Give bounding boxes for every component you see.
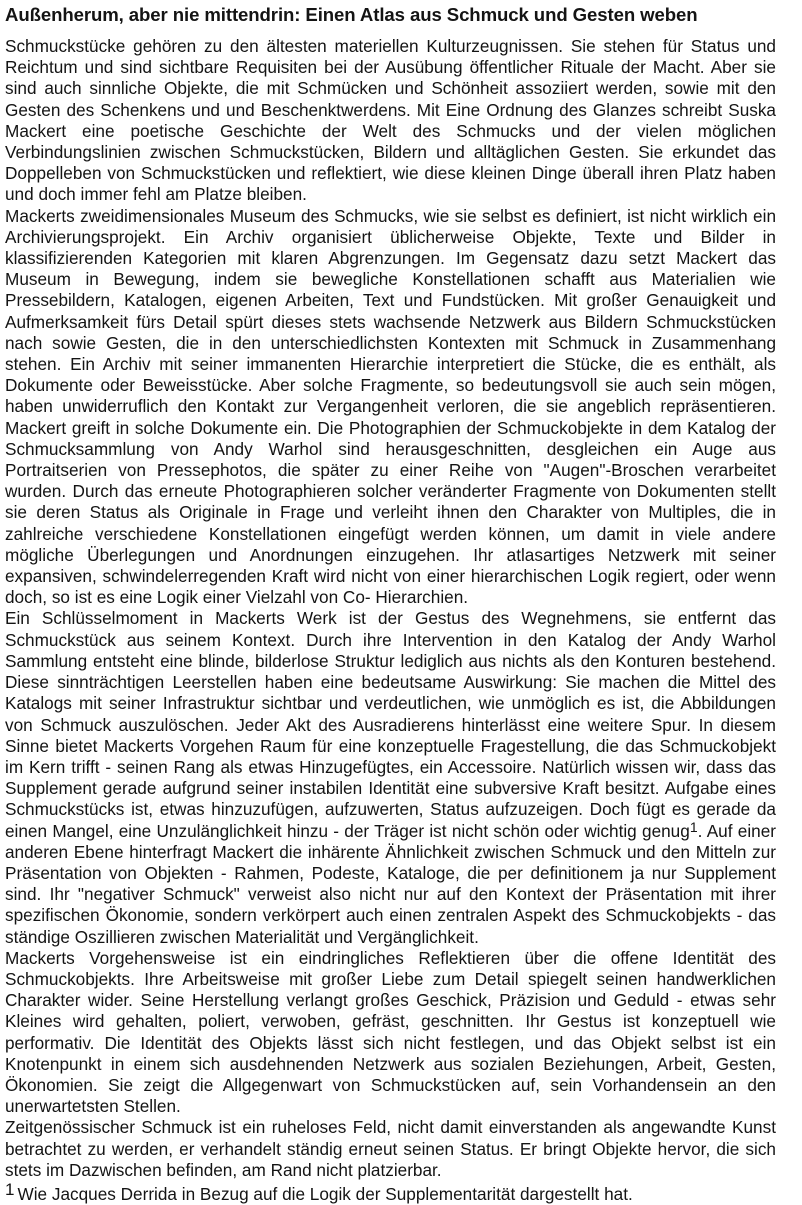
paragraph-archive: Mackerts zweidimensionales Museum des Schmucks, wie sie selbst es definiert, ist nicht wirklich ein Archivierungsprojekt. Ein Archiv organisiert üblicherweise Objekte, Texte und Bilder in klassifizierenden Kategorien mit klaren Abgrenzungen. Im Gegensatz dazu setzt Mackert das Museum in Bewegung, indem sie bewegliche Konstellationen schafft aus Materialien wie Pressebildern, Katalogen, eigenen Arbeiten, Text und Fundstücken. Mit großer Genauigkeit und Aufmerksamkeit fürs Detail spürt dieses stets wachsende Netzwerk aus Bildern Schmuckstücken nach sowie Gesten, die in den unterschiedlichsten Kontexten mit Schmuck in Zusammenhang stehen. Ein Archiv mit seiner immanenten Hierarchie interpretiert die Stücke, die es enthält, als Dokumente oder Beweisstücke. Aber solche Fragmente, so bedeutungsvoll sie auch sein mögen, haben unwiderruflich den Kontakt zur Vergangenheit verloren, die sie angeblich repräsentieren. Mackert greift in solche Dokumente ein. Die Photographien der Schmuckobjekte in dem Katalog der Schmucksammlung von Andy Warhol sind herausgeschnitten, desgleichen ein Auge aus Portraitserien von Pressephotos, die später zu einer Reihe von "Augen"-Broschen verarbeitet wurden. Durch das erneute Photographieren solcher veränderter Fragmente von Dokumenten stellt sie deren Status als Originale in Frage und verleiht ihnen den Charakter von Multiples, die in zahlreiche verschiedene Konstellationen eingefügt werden können, um damit in viele andere mögliche Überlegungen und Anordnungen einzugehen. Ihr atlasartiges Netzwerk mit seiner expansiven, schwindelerregenden Kraft wird nicht von einer hierarchischen Logik regiert, oder wenn doch, so ist es eine Logik einer Vielzahl von Co- Hierarchien.	[5, 205, 776, 608]
paragraph-gesture	[5, 608, 776, 947]
paragraph-intro: Schmuckstücke gehören zu den ältesten materiellen Kulturzeugnissen. Sie stehen für Status und Reichtum und sind sichtbare Requisiten bei der Ausübung öffentlicher Rituale der Macht. Aber sie sind auch sinnliche Objekte, die mit Schmücken und Schönheit assoziiert werden, sowie mit den Gesten des Schenkens und und Beschenktwerdens. Mit Eine Ordnung des Glanzes schreibt Suska Mackert eine poetische Geschichte der Welt des Schmucks und der vielen möglichen Verbindungslinien zwischen Schmuckstücken, Bildern und alltäglichen Gesten. Sie erkundet das Doppelleben von Schmuckstücken und reflektiert, wie diese kleinen Dinge überall ihren Platz haben und doch immer fehl am Platze bleiben.	[5, 36, 776, 205]
footnote-reference[interactable]: 1	[689, 818, 698, 835]
footnote-number: 1	[5, 1179, 15, 1199]
paragraph-gesture-continuation: . Auf einer anderen Ebene hinterfragt Mackert die inhärente Ähnlichkeit zwischen Schmuck und den Mitteln zur Präsentation von Objekten - Rahmen, Podeste, Kataloge, die per definitionem ja nur Supplement sind. Ihr "negativer Schmuck" verweist also nicht nur auf den Kontext der Präsentation mit ihrer spezifischen Ökonomie, sondern verkörpert auch einen zentralen Aspekt des Schmuckobjekts - das ständige Oszillieren zwischen Materialität und Vergänglichkeit.	[5, 820, 776, 947]
paragraph-gesture-text: Ein Schlüsselmoment in Mackerts Werk ist der Gestus des Wegnehmens, sie entfernt das Schmuckstück aus seinem Kontext. Durch ihre Intervention in den Katalog der Andy Warhol Sammlung entsteht eine blinde, bilderlose Struktur lediglich aus nichts als den Konturen bestehend. Diese sinnträchtigen Leerstellen haben eine bedeutsame Auswirkung: Sie machen die Mittel des Katalogs mit seiner Infrastruktur sichtbar und verdeutlichen, wie unmöglich es ist, die Abbildungen von Schmuck auszulöschen. Jeder Akt des Ausradierens hinterlässt eine weitere Spur. In diesem Sinne bietet Mackerts Vorgehen Raum für eine konzeptuelle Fragestellung, die das Schmuckobjekt im Kern trifft - seinen Rang als etwas Hinzugefügtes, ein Accessoire. Natürlich wissen wir, dass das Supplement gerade aufgrund seiner instabilen Identität eine subversive Kraft besitzt. Aufgabe eines Schmuckstücks ist, etwas hinzuzufügen, aufzuwerten, Status aufzuzeigen. Doch fügt es gerade da einen Mangel, eine Unzulänglichkeit hinzu - der Träger ist nicht schön oder wichtig genug	[5, 608, 776, 841]
paragraph-method: Mackerts Vorgehensweise ist ein eindringliches Reflektieren über die offene Identität des Schmuckobjekts. Ihre Arbeitsweise mit großer Liebe zum Detail spiegelt seinen handwerklichen Charakter wider. Seine Herstellung verlangt großes Geschick, Präzision und Geduld - etwas sehr Kleines wird gehalten, poliert, verwoben, gefräst, geschnitten. Ihr Gestus ist konzeptuell wie performativ. Die Identität des Objekts lässt sich nicht festlegen, und das Objekt selbst ist ein Knotenpunkt in einem sich ausdehnenden Netzwerk aus sozialen Beziehungen, Arbeit, Gesten, Ökonomien. Sie zeigt die Allgegenwart von Schmuckstücken auf, sein Vorhandensein an den unerwartetsten Stellen.	[5, 947, 776, 1117]
footnote-text: Wie Jacques Derrida in Bezug auf die Logik der Supplementarität dargestellt hat.	[17, 1183, 633, 1204]
document-body	[5, 36, 776, 1181]
document-page	[5, 2, 776, 1205]
footnote	[5, 1179, 776, 1205]
paragraph-contemporary: Zeitgenössischer Schmuck ist ein ruheloses Feld, nicht damit einverstanden als angewandte Kunst betrachtet zu werden, er verhandelt ständig erneut seinen Status. Er bringt Objekte hervor, die sich stets im Dazwischen befinden, am Rand nicht platzierbar.	[5, 1117, 776, 1180]
document-title: Außenherum, aber nie mittendrin: Einen Atlas aus Schmuck und Gesten weben	[5, 4, 698, 25]
